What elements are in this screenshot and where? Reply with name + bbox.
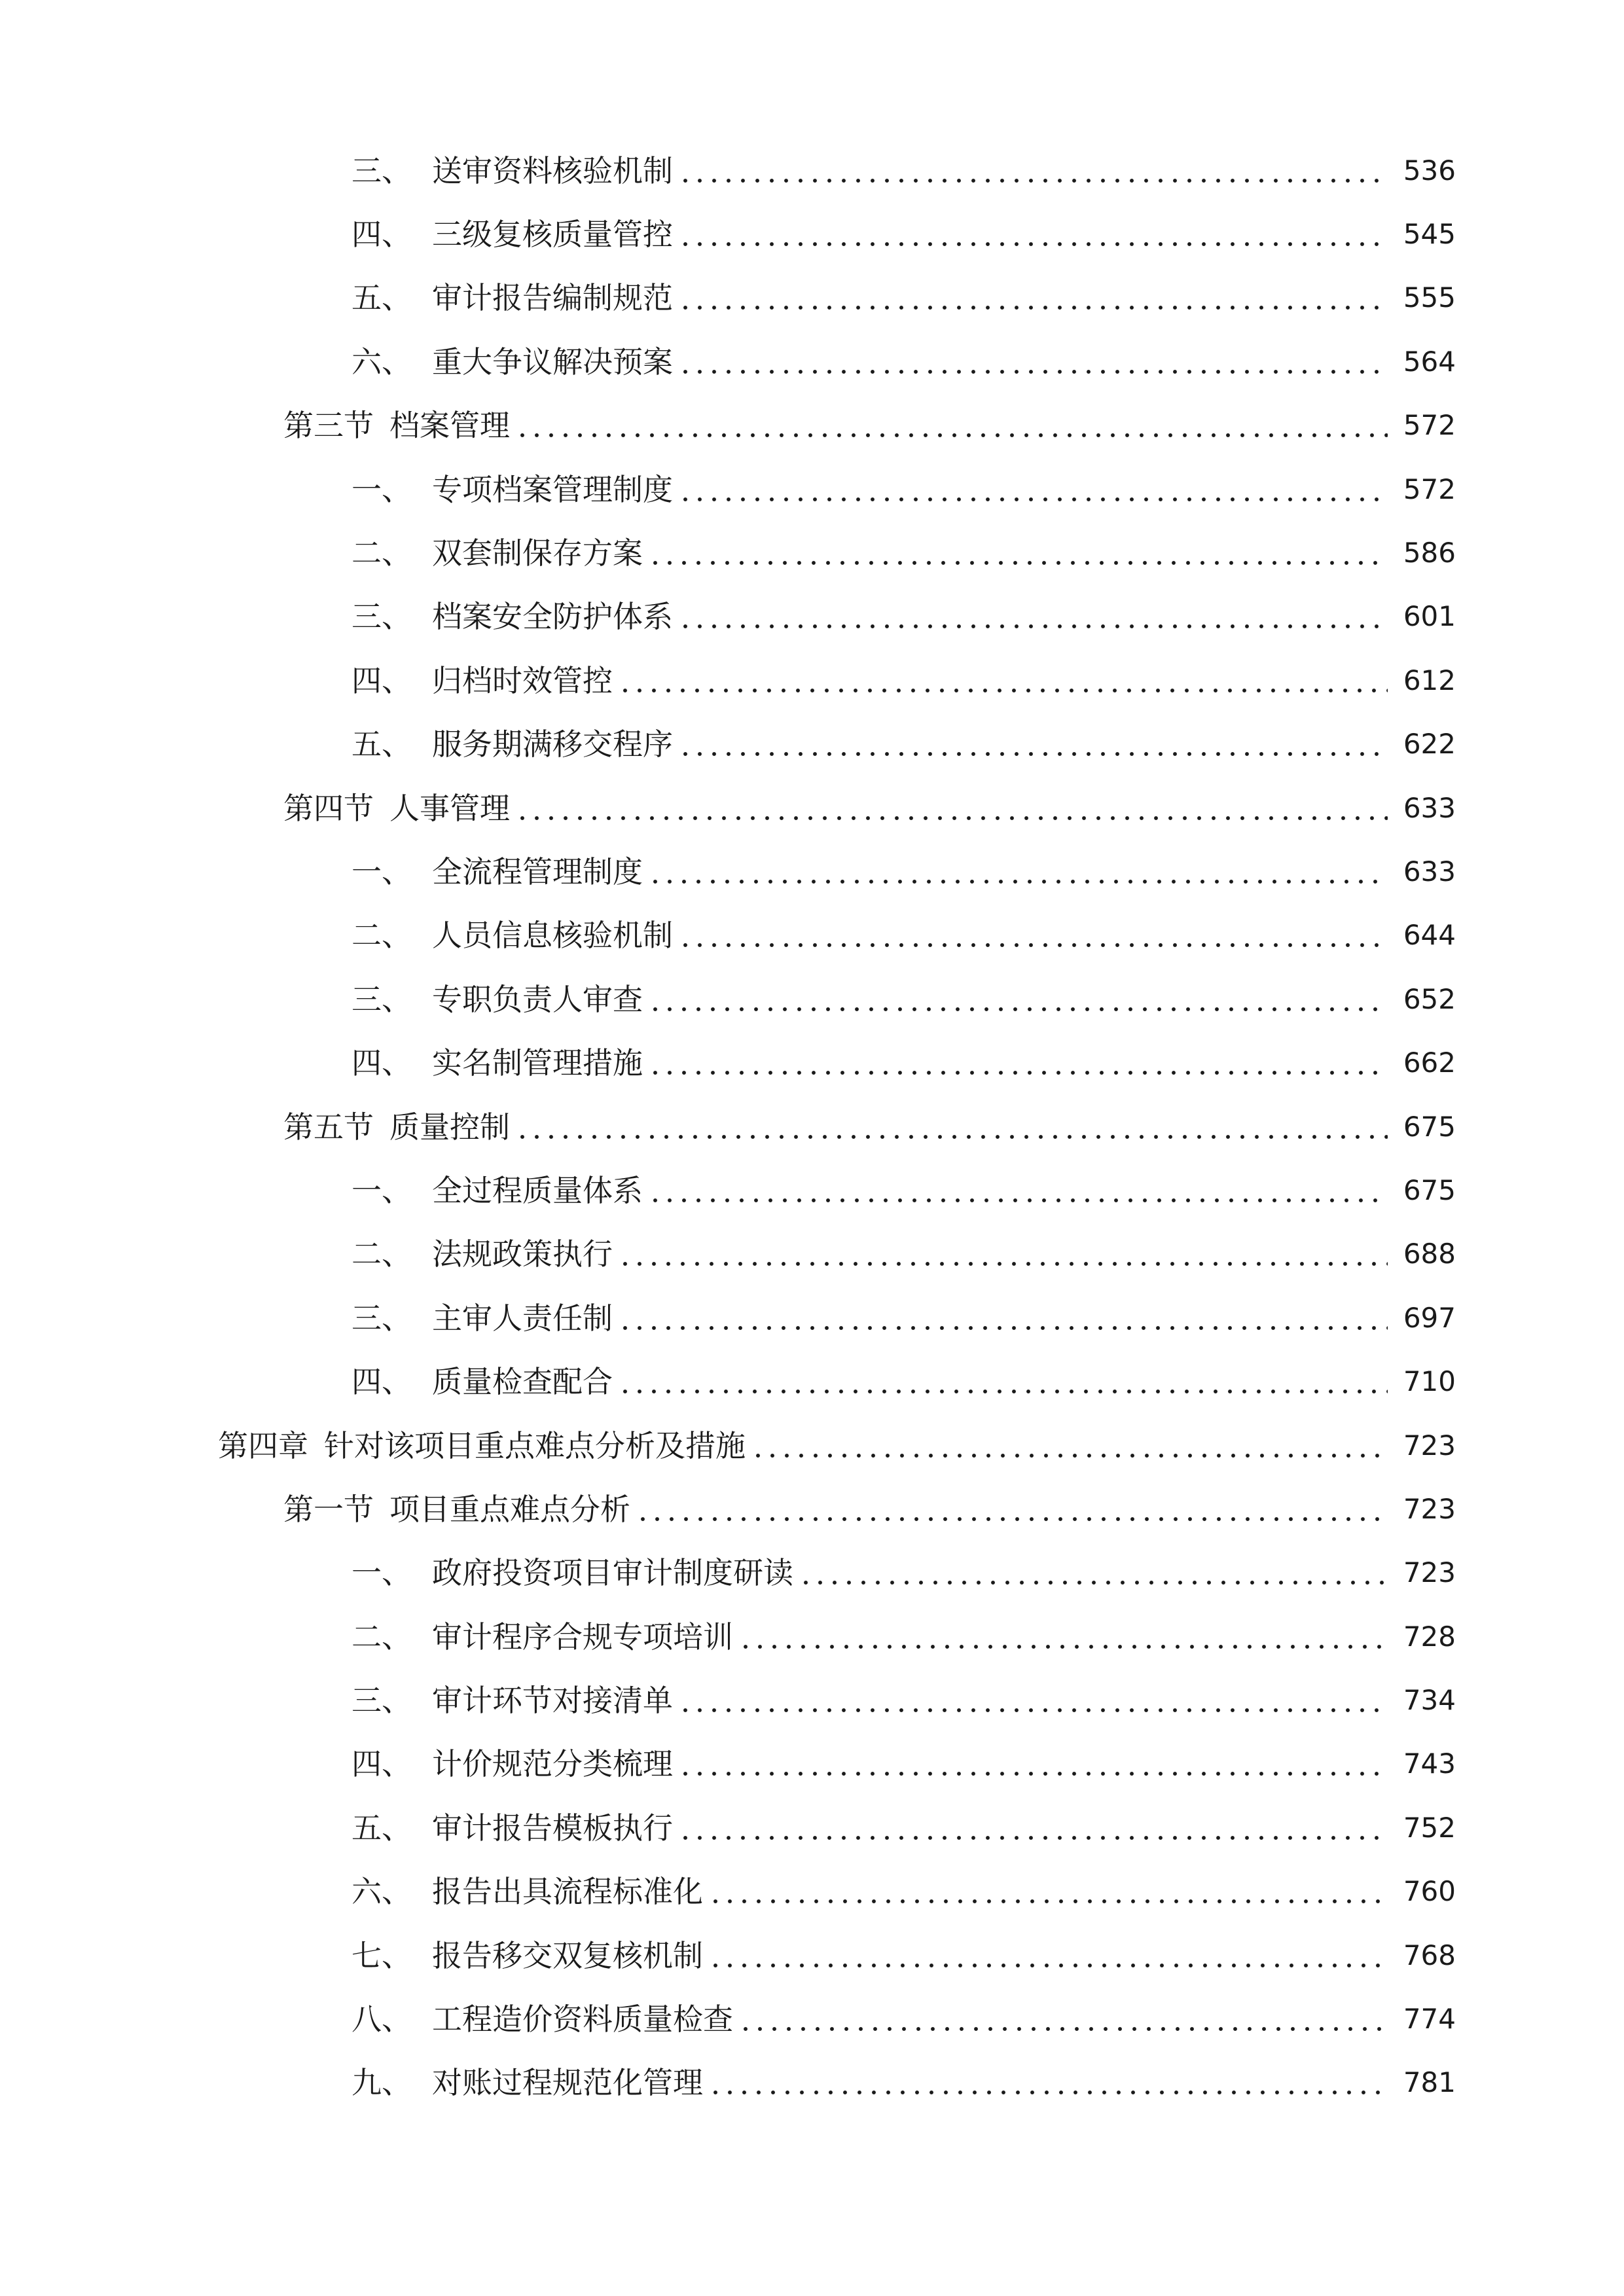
toc-dot-leader xyxy=(678,916,1388,955)
toc-entry-number: 三、 xyxy=(352,152,412,188)
toc-entry-number: 六、 xyxy=(352,1874,412,1910)
toc-entry-number: 二、 xyxy=(352,1619,412,1655)
toc-entry[interactable] xyxy=(0,967,1624,1031)
toc-entry-title: 实名制管理措施 xyxy=(432,1045,643,1081)
toc-page-number: 564 xyxy=(1403,345,1456,378)
toc-entry-number: 四、 xyxy=(352,1045,412,1081)
toc-dot-leader xyxy=(708,1872,1388,1911)
toc-page-number: 710 xyxy=(1403,1365,1456,1398)
toc-entry[interactable] xyxy=(0,521,1624,584)
toc-entry-number: 八、 xyxy=(352,2001,412,2037)
toc-page-number: 572 xyxy=(1403,409,1456,442)
toc-dot-leader xyxy=(618,661,1388,700)
toc-entry[interactable] xyxy=(0,840,1624,903)
toc-entry[interactable] xyxy=(0,1286,1624,1350)
toc-entry-title: 审计报告模板执行 xyxy=(432,1810,673,1846)
toc-entry-number: 三、 xyxy=(352,1683,412,1719)
toc-dot-leader xyxy=(636,1490,1388,1529)
toc-page-number: 734 xyxy=(1403,1684,1456,1717)
toc-entry[interactable] xyxy=(0,904,1624,967)
toc-entry-number: 四、 xyxy=(352,217,412,253)
toc-entry-title: 人员信息核验机制 xyxy=(432,918,673,954)
toc-entry[interactable] xyxy=(0,1860,1624,1924)
toc-entry[interactable] xyxy=(0,394,1624,457)
toc-page-number: 781 xyxy=(1403,2066,1456,2099)
toc-page-number: 612 xyxy=(1403,664,1456,696)
toc-dot-leader xyxy=(648,1043,1388,1083)
toc-entry[interactable] xyxy=(0,1414,1624,1477)
toc-entry-number: 二、 xyxy=(352,918,412,954)
toc-entry-number: 五、 xyxy=(352,726,412,762)
toc-dot-leader xyxy=(648,980,1388,1019)
toc-page-number: 536 xyxy=(1403,154,1456,187)
toc-page-number: 586 xyxy=(1403,537,1456,569)
toc-entry-title: 质量检查配合 xyxy=(432,1364,613,1400)
toc-entry-title: 针对该项目重点难点分析及措施 xyxy=(324,1427,746,1463)
toc-entry[interactable] xyxy=(0,266,1624,330)
table-of-contents xyxy=(0,139,1624,2115)
toc-entry[interactable] xyxy=(0,1924,1624,1987)
toc-page-number: 723 xyxy=(1403,1556,1456,1589)
toc-entry-title: 服务期满移交程序 xyxy=(432,726,673,762)
toc-page-number: 743 xyxy=(1403,1748,1456,1780)
toc-page-number: 555 xyxy=(1403,281,1456,314)
toc-page-number: 675 xyxy=(1403,1110,1456,1143)
toc-entry-number: 三、 xyxy=(352,981,412,1017)
toc-entry-number: 九、 xyxy=(352,2065,412,2101)
toc-dot-leader xyxy=(678,342,1388,382)
toc-dot-leader xyxy=(738,1617,1388,1657)
toc-page-number: 752 xyxy=(1403,1811,1456,1844)
toc-entry-number: 三、 xyxy=(352,599,412,635)
toc-dot-leader xyxy=(618,1362,1388,1401)
toc-entry-title: 主审人责任制 xyxy=(432,1300,613,1336)
toc-dot-leader xyxy=(618,1299,1388,1338)
toc-entry-title: 计价规范分类梳理 xyxy=(432,1746,673,1782)
toc-entry[interactable] xyxy=(0,713,1624,776)
toc-page-number: 768 xyxy=(1403,1939,1456,1971)
toc-entry-title: 对账过程规范化管理 xyxy=(432,2065,703,2101)
toc-entry-number: 六、 xyxy=(352,344,412,380)
toc-entry[interactable] xyxy=(0,202,1624,266)
toc-entry[interactable] xyxy=(0,1605,1624,1668)
toc-page-number: 675 xyxy=(1403,1174,1456,1206)
toc-entry-title: 专项档案管理制度 xyxy=(432,471,673,507)
toc-dot-leader xyxy=(648,1171,1388,1210)
toc-entry-number: 第一节 xyxy=(283,1491,374,1527)
toc-dot-leader xyxy=(678,597,1388,636)
toc-entry[interactable] xyxy=(0,649,1624,712)
toc-entry-title: 项目重点难点分析 xyxy=(389,1491,630,1527)
toc-entry-title: 双套制保存方案 xyxy=(432,535,643,571)
toc-entry[interactable] xyxy=(0,139,1624,202)
toc-dot-leader xyxy=(799,1553,1388,1592)
toc-entry-title: 归档时效管控 xyxy=(432,662,613,698)
toc-page-number: 662 xyxy=(1403,1047,1456,1079)
toc-dot-leader xyxy=(678,151,1388,190)
toc-entry[interactable] xyxy=(0,330,1624,393)
toc-entry-title: 报告出具流程标准化 xyxy=(432,1874,703,1910)
toc-entry[interactable] xyxy=(0,1477,1624,1541)
toc-entry[interactable] xyxy=(0,1541,1624,1605)
toc-entry[interactable] xyxy=(0,1796,1624,1859)
toc-dot-leader xyxy=(618,1234,1388,1274)
toc-page-number: 723 xyxy=(1403,1429,1456,1462)
toc-dot-leader xyxy=(708,2063,1388,2102)
toc-page-number: 652 xyxy=(1403,982,1456,1015)
toc-dot-leader xyxy=(515,789,1388,828)
toc-entry-number: 四、 xyxy=(352,1364,412,1400)
toc-entry-number: 二、 xyxy=(352,535,412,571)
toc-dot-leader xyxy=(678,1808,1388,1848)
toc-entry-title: 三级复核质量管控 xyxy=(432,217,673,253)
toc-entry[interactable] xyxy=(0,457,1624,521)
toc-dot-leader xyxy=(678,1681,1388,1720)
toc-entry-title: 送审资料核验机制 xyxy=(432,152,673,188)
toc-entry-number: 第四章 xyxy=(218,1427,308,1463)
toc-entry-title: 人事管理 xyxy=(389,790,510,826)
toc-dot-leader xyxy=(678,725,1388,764)
toc-entry[interactable] xyxy=(0,1095,1624,1158)
toc-dot-leader xyxy=(678,470,1388,509)
toc-entry-title: 法规政策执行 xyxy=(432,1236,613,1272)
toc-dot-leader xyxy=(515,406,1388,445)
toc-entry-number: 第三节 xyxy=(283,408,374,444)
toc-page-number: 601 xyxy=(1403,600,1456,633)
toc-entry-number: 第五节 xyxy=(283,1109,374,1145)
toc-entry-number: 五、 xyxy=(352,280,412,316)
toc-entry-number: 三、 xyxy=(352,1300,412,1336)
toc-entry-title: 工程造价资料质量检查 xyxy=(432,2001,733,2037)
toc-entry-title: 质量控制 xyxy=(389,1109,510,1145)
toc-entry[interactable] xyxy=(0,1223,1624,1286)
toc-page-number: 774 xyxy=(1403,2003,1456,2036)
toc-entry-number: 二、 xyxy=(352,1236,412,1272)
toc-entry-title: 专职负责人审查 xyxy=(432,981,643,1017)
toc-entry[interactable] xyxy=(0,1158,1624,1222)
toc-dot-leader xyxy=(648,852,1388,891)
toc-dot-leader xyxy=(678,1744,1388,1784)
toc-dot-leader xyxy=(678,215,1388,254)
toc-entry-number: 一、 xyxy=(352,1172,412,1208)
toc-page-number: 622 xyxy=(1403,728,1456,761)
toc-entry-title: 全过程质量体系 xyxy=(432,1172,643,1208)
toc-entry-number: 一、 xyxy=(352,853,412,889)
toc-entry-title: 报告移交双复核机制 xyxy=(432,1937,703,1973)
toc-entry-number: 七、 xyxy=(352,1937,412,1973)
toc-entry-title: 重大争议解决预案 xyxy=(432,344,673,380)
toc-entry-number: 第四节 xyxy=(283,790,374,826)
toc-entry-title: 审计环节对接清单 xyxy=(432,1683,673,1719)
toc-entry-number: 一、 xyxy=(352,471,412,507)
toc-entry-number: 五、 xyxy=(352,1810,412,1846)
toc-entry-title: 全流程管理制度 xyxy=(432,853,643,889)
toc-dot-leader xyxy=(708,1936,1388,1975)
toc-entry[interactable] xyxy=(0,585,1624,649)
toc-page-number: 545 xyxy=(1403,218,1456,251)
toc-page-number: 644 xyxy=(1403,919,1456,952)
toc-entry-title: 档案管理 xyxy=(389,408,510,444)
toc-page-number: 728 xyxy=(1403,1620,1456,1653)
toc-page-number: 760 xyxy=(1403,1875,1456,1908)
toc-dot-leader xyxy=(678,278,1388,317)
toc-entry-title: 审计程序合规专项培训 xyxy=(432,1619,733,1655)
toc-entry[interactable] xyxy=(0,1732,1624,1796)
toc-dot-leader xyxy=(515,1107,1388,1147)
toc-entry[interactable] xyxy=(0,776,1624,840)
toc-entry[interactable] xyxy=(0,1350,1624,1413)
toc-dot-leader xyxy=(751,1426,1388,1465)
toc-entry[interactable] xyxy=(0,2051,1624,2115)
toc-dot-leader xyxy=(648,533,1388,573)
toc-entry-number: 一、 xyxy=(352,1555,412,1591)
toc-page-number: 723 xyxy=(1403,1492,1456,1525)
toc-entry-title: 审计报告编制规范 xyxy=(432,280,673,316)
toc-page-number: 633 xyxy=(1403,791,1456,824)
toc-entry[interactable] xyxy=(0,1668,1624,1732)
toc-entry-number: 四、 xyxy=(352,1746,412,1782)
toc-entry[interactable] xyxy=(0,1987,1624,2051)
toc-entry-title: 档案安全防护体系 xyxy=(432,599,673,635)
toc-page-number: 633 xyxy=(1403,855,1456,888)
toc-page-number: 688 xyxy=(1403,1238,1456,1270)
toc-entry[interactable] xyxy=(0,1031,1624,1094)
toc-dot-leader xyxy=(738,2000,1388,2039)
toc-page-number: 572 xyxy=(1403,473,1456,505)
toc-page-number: 697 xyxy=(1403,1301,1456,1334)
toc-entry-title: 政府投资项目审计制度研读 xyxy=(432,1555,793,1591)
toc-entry-number: 四、 xyxy=(352,662,412,698)
